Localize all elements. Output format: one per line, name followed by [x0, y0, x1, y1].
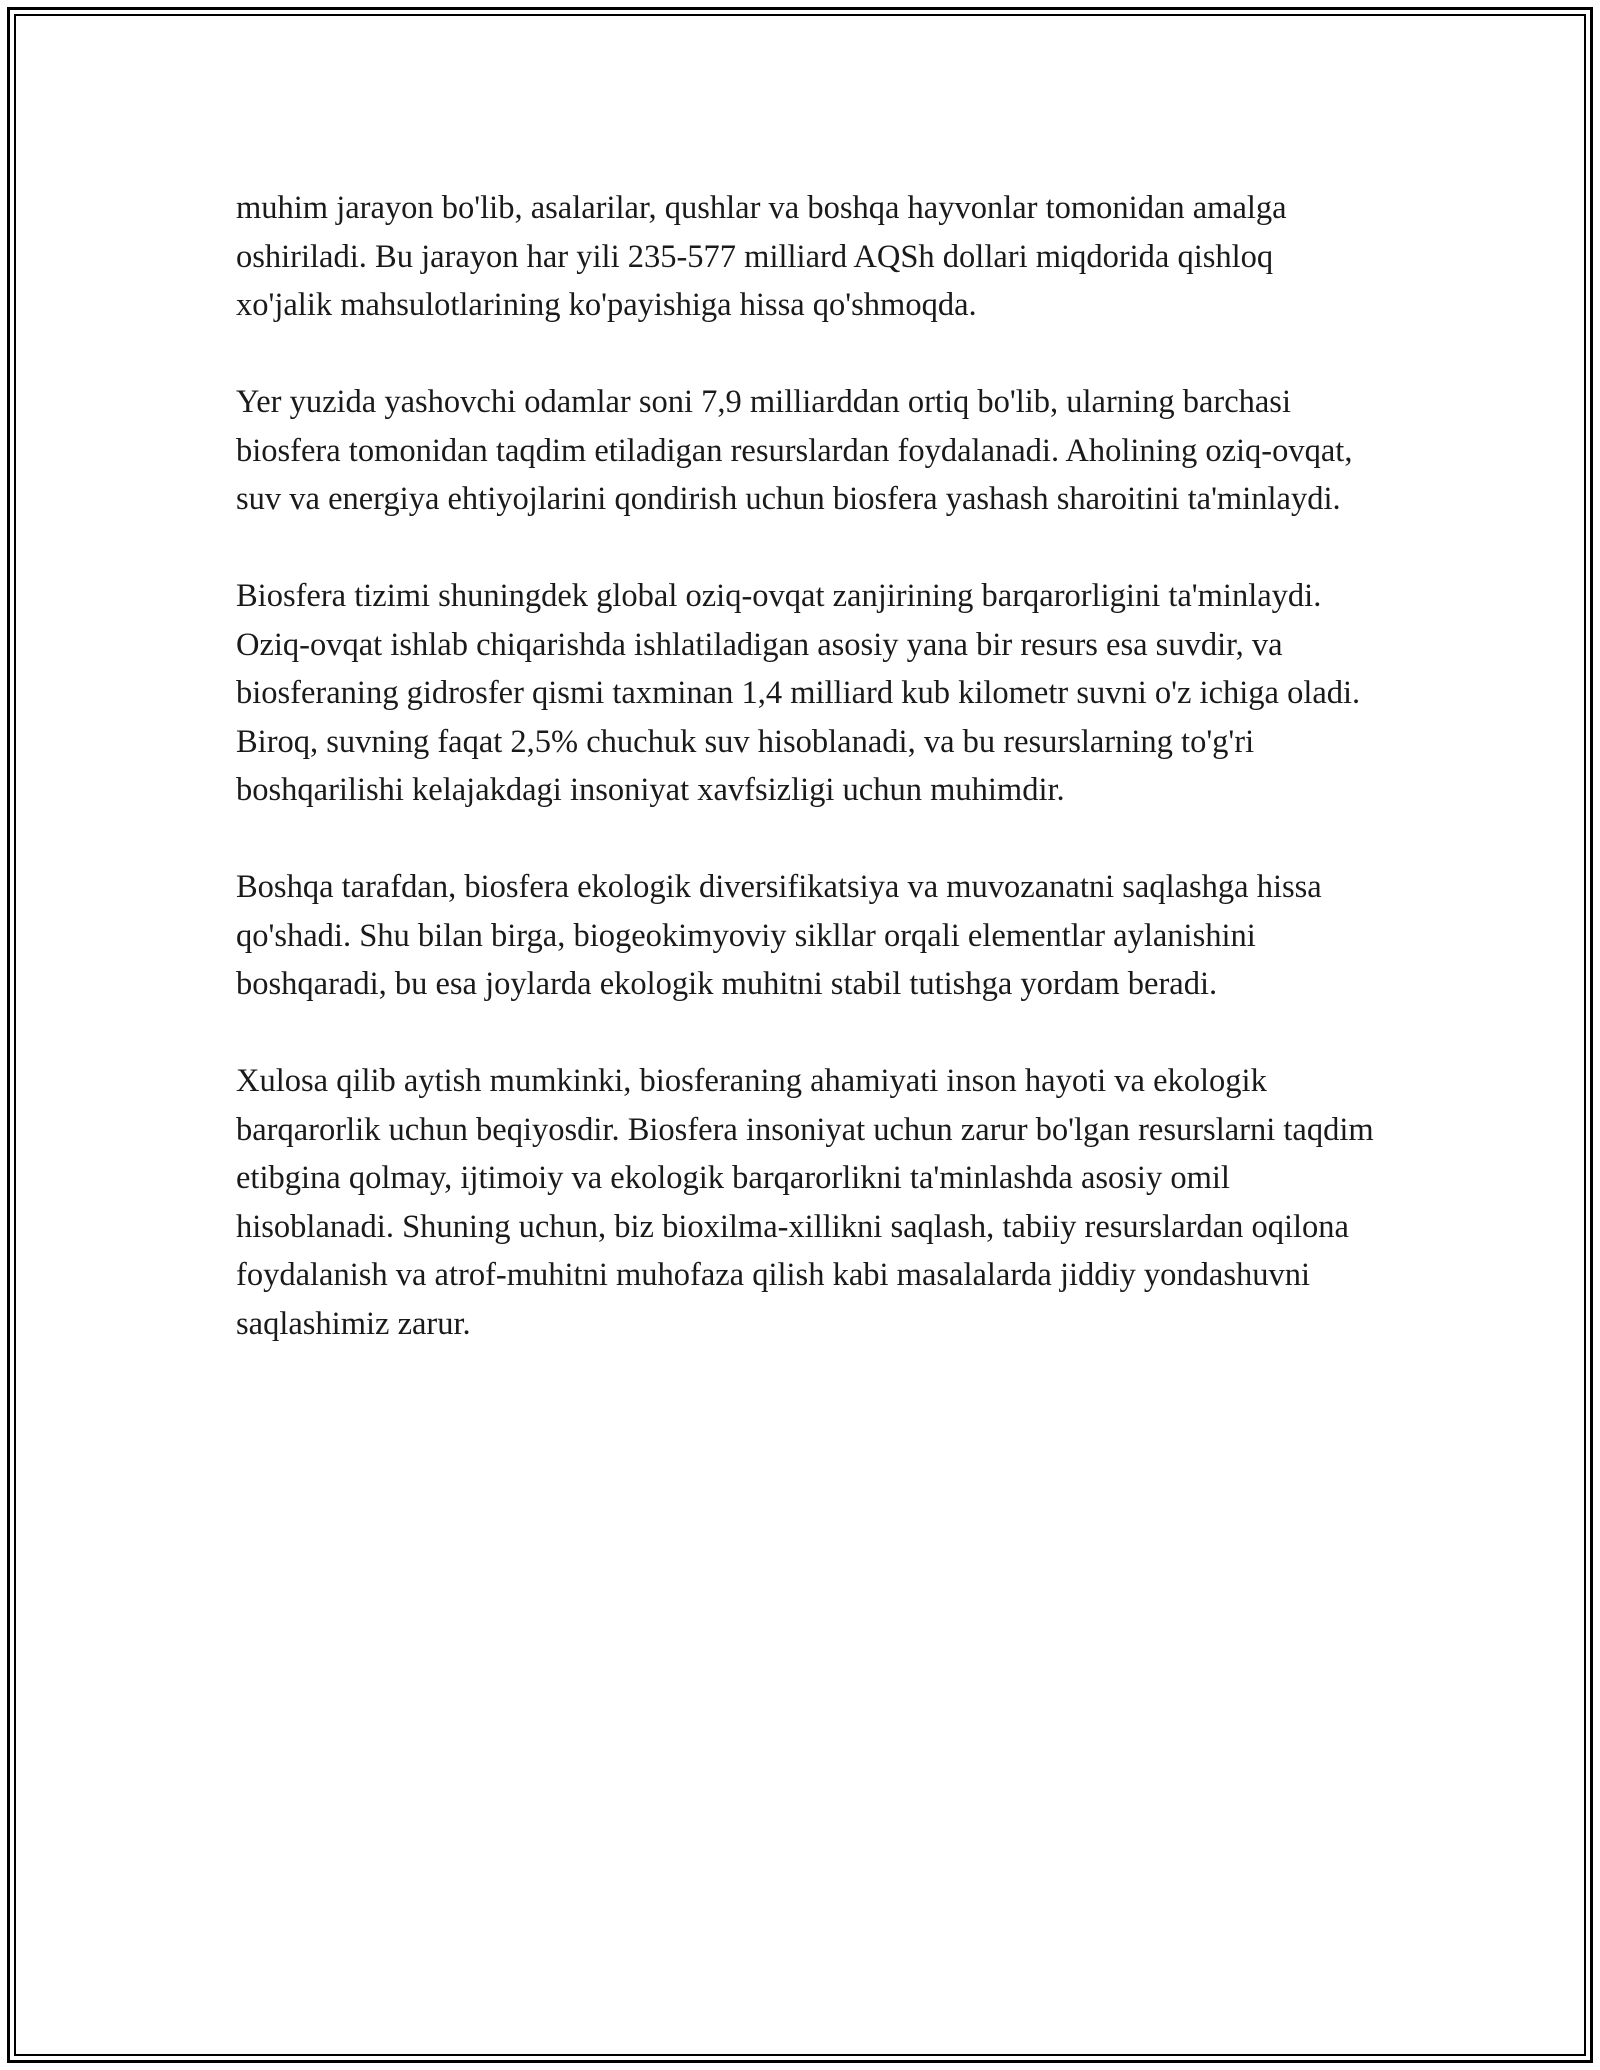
paragraph-ecological-balance: Boshqa tarafdan, biosfera ekologik diversifikatsiya va muvozanatni saqlashga hissa qo'shadi. Shu bilan birga, biogeokimyoviy sikllar orqali elementlar aylanishini boshqaradi, bu esa joylarda ekologik muhitni stabil tutishga yordam beradi.	[236, 869, 1322, 1002]
paragraph-population: Yer yuzida yashovchi odamlar soni 7,9 milliarddan ortiq bo'lib, ularning barchasi biosfera tomonidan taqdim etiladigan resurslardan foydalanadi. Aholining oziq-ovqat, suv va energiya ehtiyojlarini qondirish uchun biosfera yashash sharoitini ta'minlaydi.	[236, 384, 1353, 517]
paragraph-food-chain-water: Biosfera tizimi shuningdek global oziq-ovqat zanjirining barqarorligini ta'minlaydi. Oziq-ovqat ishlab chiqarishda ishlatiladigan asosiy yana bir resurs esa suvdir, va biosferaning gidrosfer qismi taxminan 1,4 milliard kub kilometr suvni o'z ichiga oladi. Biroq, suvning faqat 2,5% chuchuk suv hisoblanadi, va bu resurslarning to'g'ri boshqarilishi kelajakdagi insoniyat xavfsizligi uchun muhimdir.	[236, 578, 1361, 808]
paragraph-pollination: muhim jarayon bo'lib, asalarilar, qushlar va boshqa hayvonlar tomonidan amalga oshiriladi. Bu jarayon har yili 235-577 milliard AQSh dollari miqdorida qishloq xo'jalik mahsulotlarining ko'payishiga hissa qo'shmoqda.	[236, 190, 1287, 323]
document-body	[236, 184, 1376, 1348]
paragraph-conclusion: Xulosa qilib aytish mumkinki, biosferaning ahamiyati inson hayoti va ekologik barqarorlik uchun beqiyosdir. Biosfera insoniyat uchun zarur bo'lgan resurslarni taqdim etibgina qolmay, ijtimoiy va ekologik barqarorlikni ta'minlashda asosiy omil hisoblanadi. Shuning uchun, biz bioxilma-xillikni saqlash, tabiiy resurslardan oqilona foydalanish va atrof-muhitni muhofaza qilish kabi masalalarda jiddiy yondashuvni saqlashimiz zarur.	[236, 1063, 1374, 1342]
